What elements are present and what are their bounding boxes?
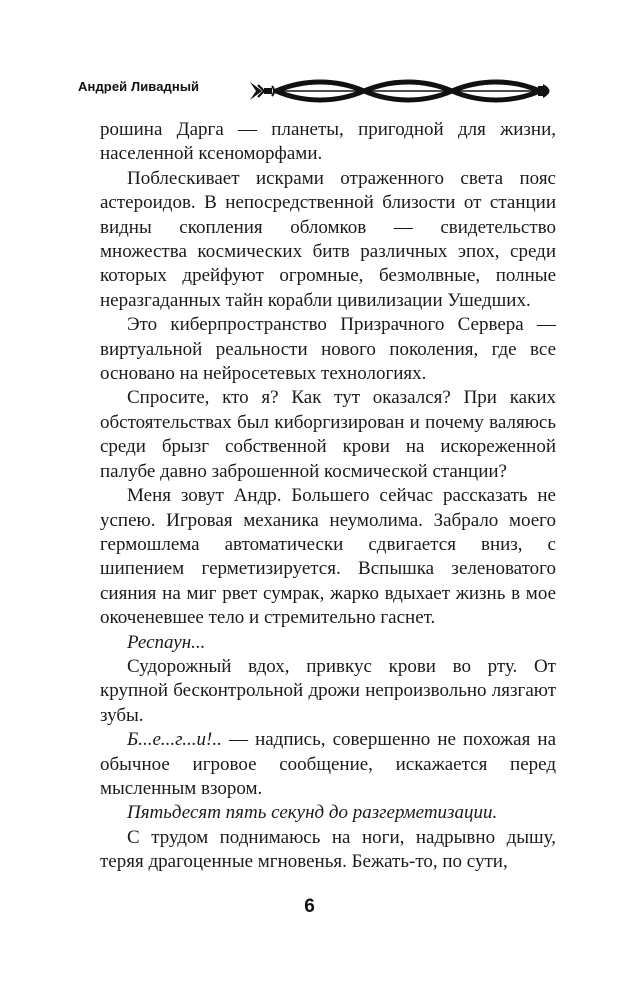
italic-paragraph: Респаун... bbox=[127, 631, 206, 653]
paragraph: С трудом поднимаюсь на ноги, надрывно дышу, теряя драгоценные мгновенья. Бежать-то, по сути, bbox=[100, 826, 556, 873]
page-number: 6 bbox=[304, 896, 315, 917]
twisted-rope-ornament-icon bbox=[250, 76, 556, 106]
page-body bbox=[100, 118, 556, 875]
paragraph: Судорожный вдох, привкус крови во рту. От крупной бесконтрольной дрожи непроизвольно лязгают зубы. bbox=[100, 655, 556, 726]
paragraph bbox=[100, 728, 556, 801]
paragraph: Поблескивает искрами отраженного света пояс астероидов. В непосредственной близости от станции видны скопления обломков — свидетельство множества космических битв различных эпох, среди которых дрейфуют огромные, безмолвные, полные неразгаданных тайн корабли цивилизации Ушедших. bbox=[100, 167, 556, 311]
author-name: Андрей Ливадный bbox=[78, 79, 200, 94]
paragraph: Это киберпространство Призрачного Сервера — виртуальной реальности нового поколения, где все основано на нейросетевых технологиях. bbox=[100, 314, 556, 385]
running-header bbox=[78, 76, 558, 106]
italic-phrase: Б...е...г...и!.. bbox=[127, 729, 222, 751]
paragraph: Спросите, кто я? Как тут оказался? При каких обстоятельствах был киборгизирован и почему валяюсь среди брызг собственной крови на искореженной палубе давно заброшенной космической станции? bbox=[100, 387, 556, 482]
paragraph: Меня зовут Андр. Большего сейчас рассказать не успею. Игровая механика неумолима. Забрало моего гермошлема автоматически сдвигается вниз, с шипением герметизируется. Вспышка зеленоватого сияния на миг рвет сумрак, жарко вдыхает жизнь в мое окоченевшее тело и стремительно гаснет. bbox=[100, 485, 556, 629]
paragraph: рошина Дарга — планеты, пригодной для жизни, населенной ксеноморфами. bbox=[100, 119, 556, 165]
italic-paragraph: Пятьдесят пять секунд до разгерметизации. bbox=[127, 802, 498, 824]
paragraph-text: — надпись, совершенно не похожая на обычное игровое сообщение, искажается перед мысленным взором. bbox=[100, 729, 556, 799]
